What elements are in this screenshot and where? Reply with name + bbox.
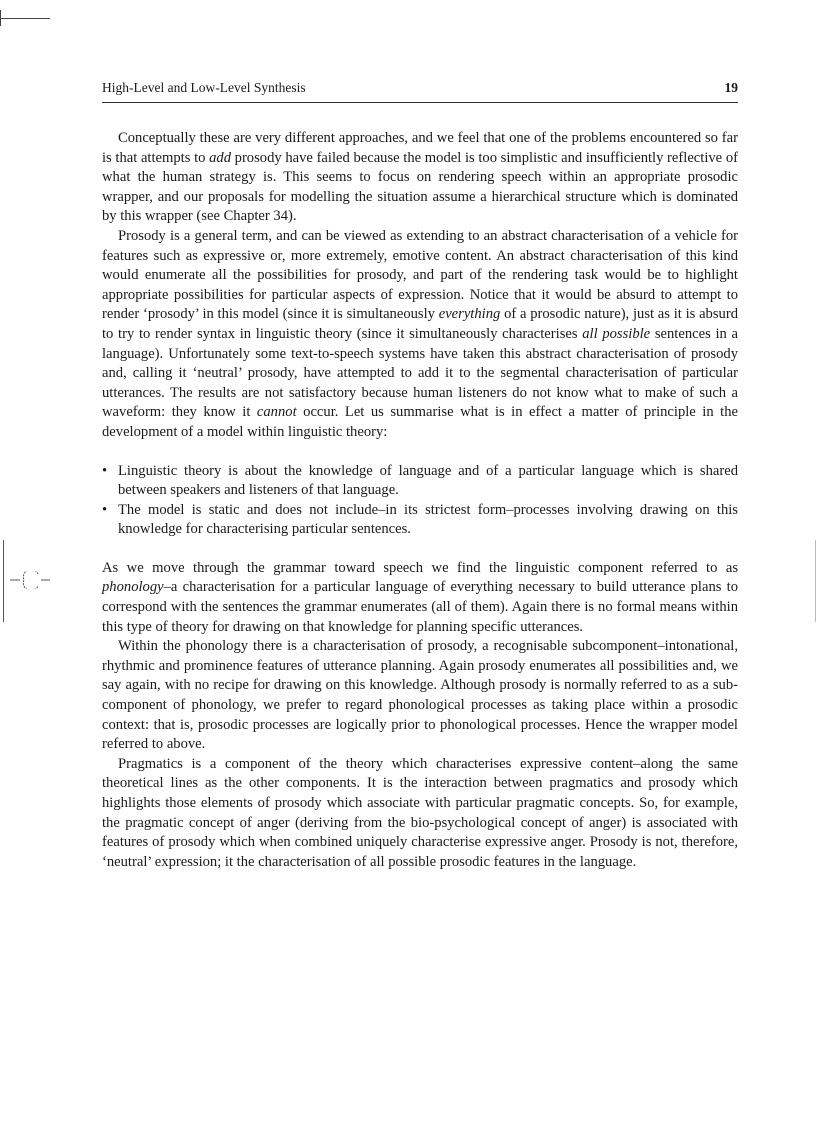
paragraph-2-text-b: of a prosodic nature), just as it is absurd to try to render syntax in linguistic theory (since it simultaneously characterises [102, 306, 738, 342]
paragraph-3-text-b: –a characterisation for a particular language of everything necessary to build utterance plans to correspond with the sentences the grammar enumerates (all of them). Again there is no formal means within this type of theory for drawing on that knowledge for planning specific utterances. [102, 579, 738, 635]
crop-mark-left-bar [3, 540, 4, 622]
bullet-icon: • [102, 462, 108, 479]
emphasis-cannot: cannot [256, 404, 297, 421]
bullet-item-text: The model is static and does not include–in its strictest form–processes involving drawing on this knowledge for characterising particular sentences. [118, 501, 738, 538]
bullet-item [102, 462, 738, 501]
paragraph-5: Pragmatics is a component of the theory which characterises expressive content–along the same theoretical lines as the other components. It is the interaction between pragmatics and prosody which highlights those elements of prosody which associate with particular pragmatic concepts. So, for example, the pragmatic concept of anger (deriving from the bio-psychological concept of anger) is associated with features of prosody which when combined uniquely characterise expressive anger. Prosody is not, therefore, ‘neutral’ expression; it the characterisation of all possible prosodic features in the language. [102, 755, 738, 870]
spacer [102, 443, 738, 462]
emphasis-phonology: phonology [102, 579, 164, 596]
running-head [102, 80, 738, 103]
paragraph-1 [102, 129, 738, 227]
paragraph-3-text-a: As we move through the grammar toward speech we find the linguistic component referred to as [102, 559, 738, 576]
bullet-item-text: Linguistic theory is about the knowledge of language and of a particular language which is shared between speakers and listeners of that language. [118, 462, 738, 499]
emphasis-everything: everything [438, 306, 501, 323]
page-number: 19 [724, 80, 738, 95]
paragraph-2 [102, 227, 738, 443]
bullet-list [102, 462, 738, 540]
crop-mark-top-tick [0, 10, 1, 26]
paragraph-2-text-d: occur. Let us summarise what is in effect a matter of principle in the development of a model within linguistic theory: [102, 404, 738, 440]
emphasis-add: add [209, 149, 231, 166]
paragraph-1-text-b: prosody have failed because the model is too simplistic and insufficiently reflective of what the human strategy is. This seems to focus on rendering speech within an appropriate prosodic wrapper, and our proposals for modelling the situation assume a hierarchical structure which is dominated by this wrapper (see Chapter 34). [102, 149, 738, 225]
paragraph-2-text-a: Prosody is a general term, and can be viewed as extending to an abstract characterisation of a vehicle for features such as expressive or, more extremely, emotive content. An abstract characterisation of this kind would enumerate all the possibilities for prosody, and part of the rendering task would be to highlight appropriate possibilities for particular aspects of expression. Notice that it would be absurd to attempt to render ‘prosody’ in this model (since it is simultaneously [102, 227, 738, 323]
paragraph-1-text-a: Conceptually these are very different approaches, and we feel that one of the problems encountered so far is that attempts to [102, 130, 738, 166]
body-text [102, 129, 738, 872]
paragraph-3 [102, 559, 738, 637]
paragraph-4: Within the phonology there is a characterisation of prosody, a recognisable subcomponent–intonational, rhythmic and prominence features of utterance planning. Again prosody enumerates all possibilities and, we say again, with no recipe for drawing on this knowledge. Although prosody is normally referred to as a sub-component of phonology, we prefer to regard phonological processes as taking place within a prosodic context: that is, prosodic processes are logically prior to phonological processes. Hence the wrapper model referred to above. [102, 638, 738, 753]
bullet-item [102, 501, 738, 540]
emphasis-all-possible: all possible [582, 325, 651, 342]
spacer [102, 540, 738, 559]
paragraph-2-text-c: sentences in a language). Unfortunately some text-to-speech systems have taken this abstract characterisation of prosody and, calling it ‘neutral’ prosody, have attempted to add it to the segmental characterisation of particular utterances. The results are not satisfactory because human listeners do not know what to make of such a waveform: they know it [102, 325, 738, 421]
crop-mark-top [0, 18, 50, 19]
registration-mark-icon [8, 571, 52, 589]
running-head-title: High-Level and Low-Level Synthesis [102, 80, 306, 95]
bullet-icon: • [102, 501, 108, 518]
